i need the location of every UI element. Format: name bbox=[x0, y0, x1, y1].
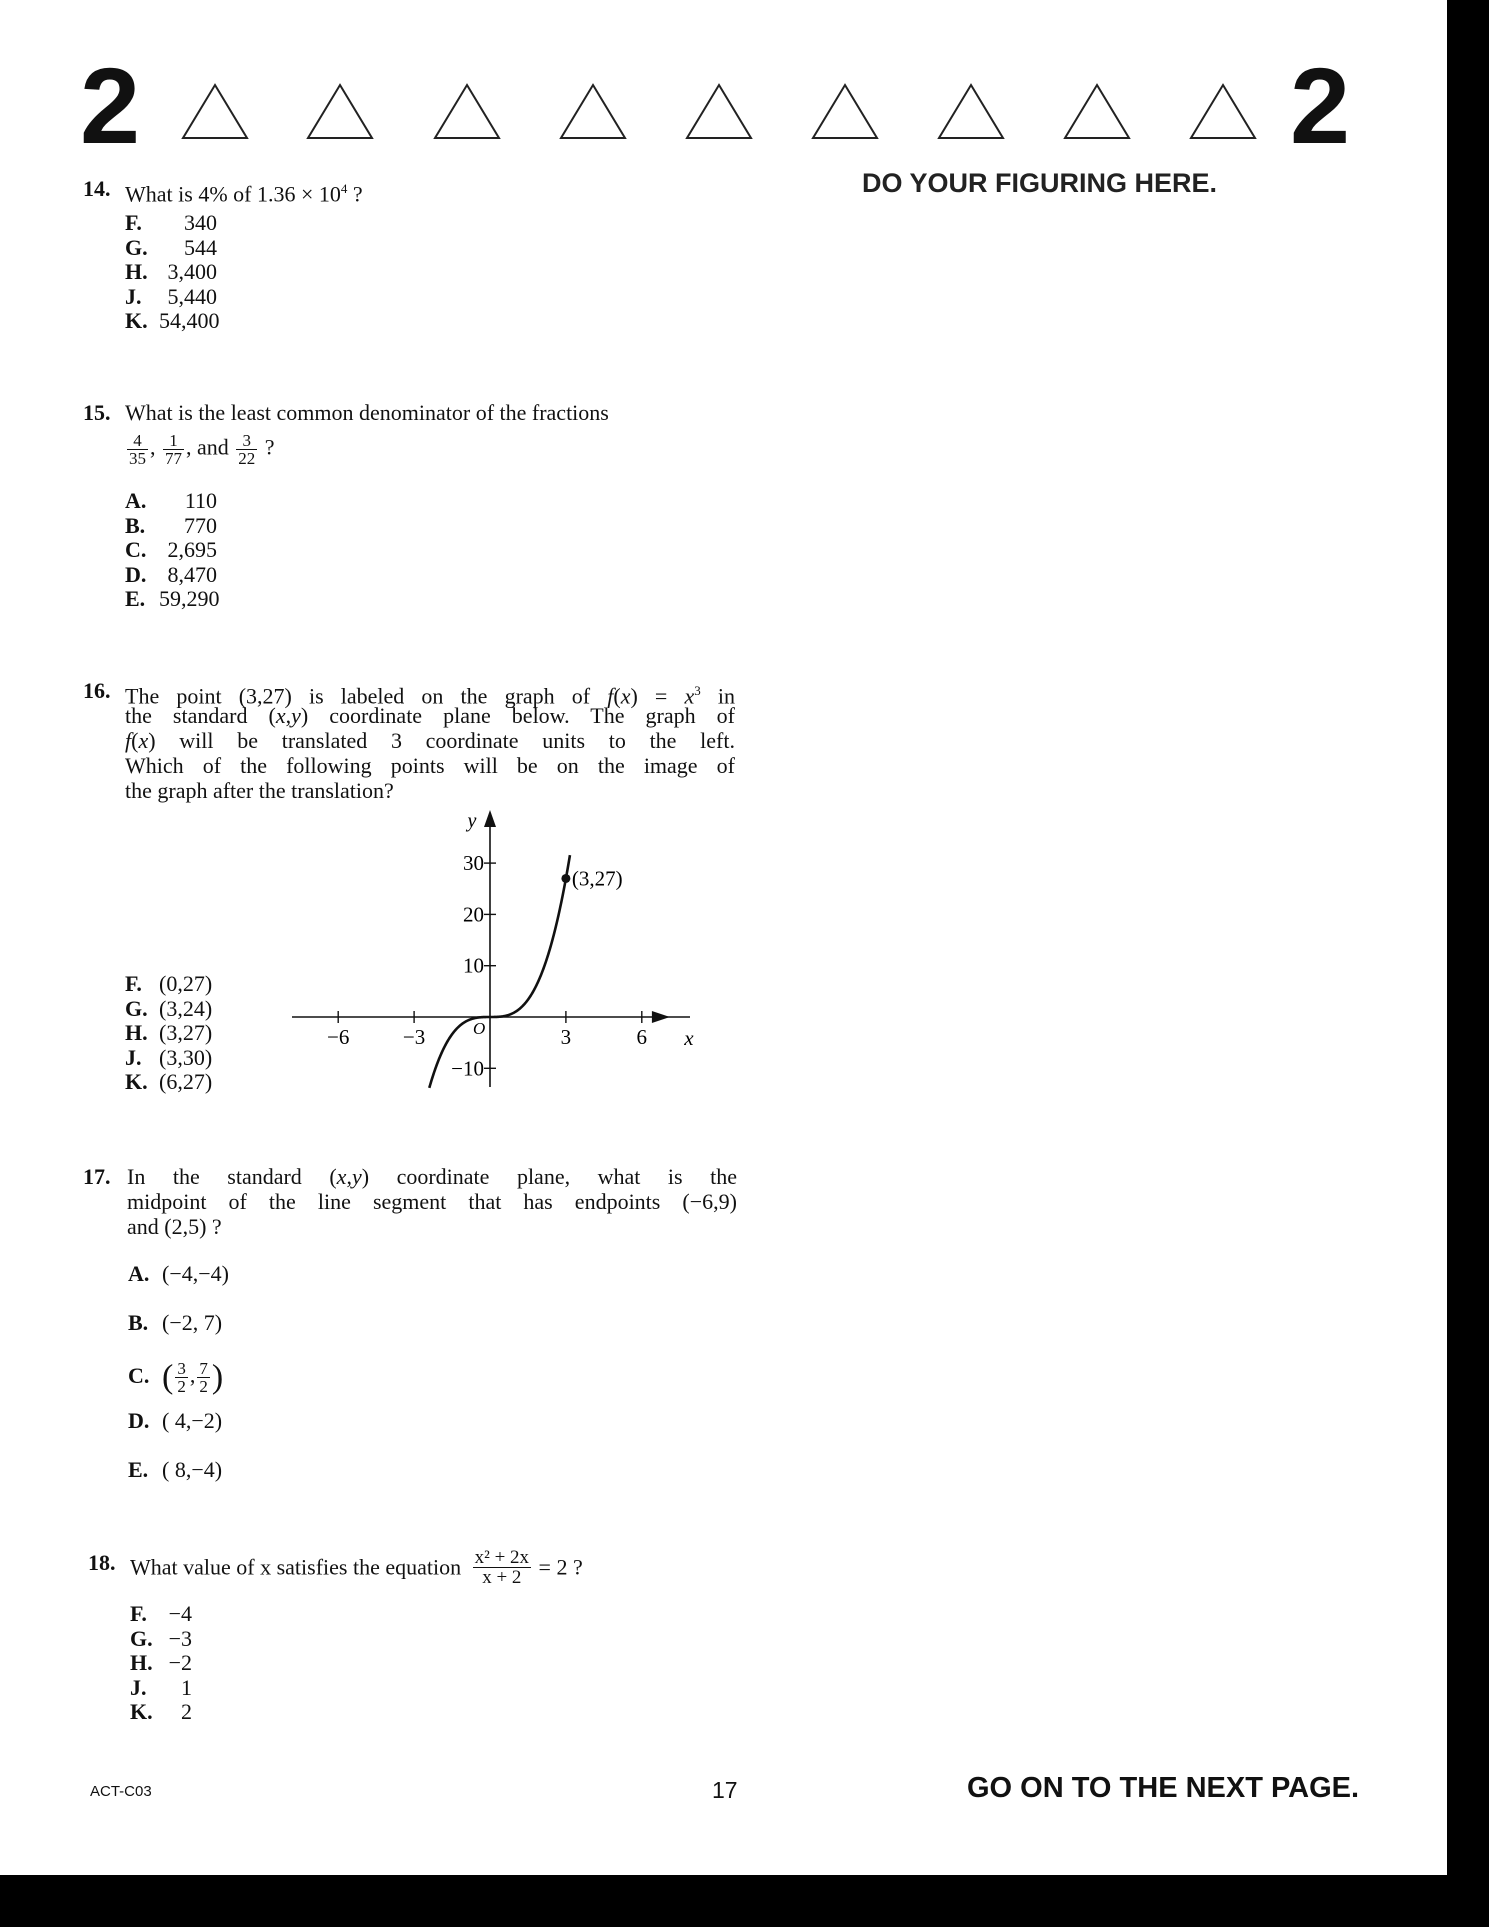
cubic-graph bbox=[280, 805, 710, 1100]
answer-option[interactable] bbox=[125, 285, 217, 310]
numerator: 7 bbox=[199, 1359, 208, 1378]
option-letter: J. bbox=[130, 1674, 147, 1700]
option-letter: G. bbox=[130, 1625, 153, 1651]
triangle-icon bbox=[305, 82, 375, 142]
option-value: 54,400 bbox=[159, 308, 220, 333]
option-value: (3,24) bbox=[159, 995, 213, 1021]
question-line: The point (3,27) is labeled on the graph of $f(x) = x^3$ in bbox=[125, 683, 735, 709]
option-value: ( $\frac{3}{2}$ , $\frac{7}{2}$ ) bbox=[162, 1358, 224, 1396]
x-axis-arrow-icon bbox=[652, 1011, 670, 1023]
fraction-list: $\frac{4}{35}$ , $\frac{1}{77}$ , and $\frac{3}{22}$ ? bbox=[129, 431, 275, 468]
question-text-main: What value of x satisfies the equation bbox=[130, 1554, 462, 1580]
option-value: 3,400 bbox=[167, 259, 217, 284]
option-value: 5,440 bbox=[167, 283, 217, 309]
option-letter: F. bbox=[130, 1601, 147, 1626]
option-value: ( 8,−4) bbox=[162, 1457, 223, 1482]
origin-label: O bbox=[473, 1019, 486, 1038]
question-line: the standard (x,y) coordinate plane below. The graph of bbox=[125, 703, 735, 728]
option-letter: B. bbox=[125, 512, 146, 538]
x-tick-label: 6 bbox=[636, 1025, 648, 1049]
question-number: 18. bbox=[88, 1550, 116, 1575]
question-text-main: What is 4% of 1.36 × 10 bbox=[125, 181, 341, 207]
option-value: (3,27) bbox=[159, 1020, 213, 1045]
exponent: 4 bbox=[340, 181, 348, 196]
answer-option[interactable] bbox=[128, 1262, 229, 1311]
question-text bbox=[125, 176, 363, 206]
triangle-icon bbox=[432, 82, 502, 142]
cubic-curve bbox=[429, 855, 570, 1088]
answer-option[interactable] bbox=[130, 1700, 192, 1725]
option-letter: K. bbox=[125, 308, 148, 333]
option-letter: K. bbox=[130, 1699, 153, 1724]
answer-option[interactable] bbox=[125, 211, 217, 236]
option-value: −2 bbox=[168, 1650, 192, 1675]
answer-option[interactable] bbox=[125, 1021, 212, 1046]
option-value: 8,470 bbox=[167, 561, 217, 587]
triangle-icon bbox=[180, 82, 250, 142]
triangle-icon bbox=[1188, 82, 1258, 142]
triangle-icon bbox=[1062, 82, 1132, 142]
answer-option[interactable] bbox=[128, 1360, 229, 1409]
y-tick-label: 10 bbox=[463, 953, 484, 978]
y-tick-label: 20 bbox=[463, 902, 484, 927]
answer-option[interactable] bbox=[128, 1409, 229, 1458]
question-text-end: ? bbox=[347, 181, 363, 207]
option-letter: H. bbox=[125, 1020, 148, 1045]
fraction bbox=[473, 1548, 531, 1587]
option-value: 59,290 bbox=[159, 586, 220, 611]
triangle-icon bbox=[684, 82, 754, 142]
answer-options-14 bbox=[125, 210, 220, 334]
denominator: x + 2 bbox=[482, 1567, 522, 1588]
option-value: (−2, 7) bbox=[162, 1310, 223, 1335]
option-letter: E. bbox=[128, 1457, 149, 1482]
option-letter: A. bbox=[125, 488, 147, 513]
answer-option[interactable] bbox=[128, 1458, 229, 1507]
x-axis-label: x bbox=[684, 1026, 694, 1050]
question-number: 16. bbox=[83, 678, 111, 703]
page-number: 17 bbox=[712, 1777, 738, 1803]
numerator: 4 bbox=[127, 432, 148, 450]
fraction bbox=[236, 432, 257, 467]
y-axis-arrow-icon bbox=[484, 810, 496, 827]
option-letter: H. bbox=[130, 1650, 153, 1675]
question-number: 14. bbox=[83, 176, 111, 201]
answer-option[interactable] bbox=[125, 1046, 212, 1071]
question-text bbox=[130, 1547, 583, 1589]
answer-option[interactable] bbox=[125, 997, 212, 1022]
x-tick-label: −3 bbox=[402, 1025, 426, 1049]
denominator: 2 bbox=[199, 1377, 208, 1396]
option-letter: J. bbox=[125, 1044, 142, 1070]
answer-option[interactable] bbox=[125, 260, 217, 285]
answer-option[interactable] bbox=[130, 1651, 192, 1676]
fraction bbox=[163, 432, 184, 467]
option-value: (6,27) bbox=[159, 1069, 213, 1094]
option-letter: F. bbox=[125, 971, 142, 996]
option-letter: F. bbox=[125, 210, 142, 235]
answer-option[interactable] bbox=[125, 1070, 212, 1095]
question-line: In the standard (x,y) coordinate plane, what is the bbox=[127, 1164, 737, 1189]
option-letter: C. bbox=[125, 537, 147, 562]
numerator: 3 bbox=[177, 1359, 186, 1378]
option-value: 2,695 bbox=[167, 537, 217, 562]
option-letter: A. bbox=[128, 1261, 150, 1286]
denominator: 2 bbox=[177, 1377, 186, 1396]
question-line: the graph after the translation? bbox=[125, 778, 394, 803]
y-tick-label: 30 bbox=[463, 851, 484, 876]
answer-options-15 bbox=[125, 488, 220, 612]
answer-option[interactable] bbox=[128, 1311, 229, 1360]
question-text-end: = 2 ? bbox=[538, 1554, 583, 1580]
denominator: 35 bbox=[129, 449, 146, 468]
answer-option[interactable] bbox=[130, 1627, 192, 1652]
next-page-notice: GO ON TO THE NEXT PAGE. bbox=[967, 1772, 1360, 1804]
y-axis-label: y bbox=[467, 810, 477, 832]
option-value: ( 4,−2) bbox=[162, 1408, 223, 1433]
section-number-left: 2 bbox=[80, 45, 141, 166]
option-letter: G. bbox=[125, 995, 148, 1021]
answer-option[interactable] bbox=[125, 308, 220, 334]
question-mark: ? bbox=[264, 434, 275, 460]
test-code: ACT-C03 bbox=[90, 1783, 152, 1800]
option-value: 770 bbox=[184, 512, 217, 538]
option-letter: H. bbox=[125, 259, 148, 284]
denominator: 77 bbox=[165, 449, 182, 468]
answer-option[interactable] bbox=[125, 514, 217, 539]
question-line: Which of the following points will be on the image of bbox=[125, 753, 735, 778]
option-letter: D. bbox=[125, 561, 147, 587]
answer-option[interactable] bbox=[125, 489, 217, 514]
triangle-icon bbox=[810, 82, 880, 142]
fraction bbox=[175, 1360, 188, 1395]
x-tick-label: −6 bbox=[327, 1025, 350, 1049]
option-letter: E. bbox=[125, 586, 146, 611]
option-letter: B. bbox=[128, 1310, 149, 1335]
numerator: 3 bbox=[236, 432, 257, 450]
denominator: 22 bbox=[238, 449, 256, 468]
option-value: (0,27) bbox=[159, 971, 213, 996]
answer-option[interactable] bbox=[125, 972, 212, 997]
point-label: (3,27) bbox=[571, 866, 623, 891]
answer-option[interactable] bbox=[130, 1602, 192, 1627]
option-value: −3 bbox=[168, 1625, 192, 1651]
question-line: f(x) will be translated 3 coordinate units to the left. bbox=[125, 728, 735, 753]
option-letter: J. bbox=[125, 283, 142, 309]
answer-option[interactable] bbox=[125, 563, 217, 588]
question-text bbox=[127, 1164, 737, 1239]
option-value: 110 bbox=[184, 488, 217, 513]
answer-options-17 bbox=[128, 1262, 229, 1507]
numerator: x² + 2x bbox=[474, 1547, 530, 1568]
answer-option[interactable] bbox=[125, 236, 217, 261]
option-letter: K. bbox=[125, 1069, 148, 1094]
option-letter: G. bbox=[125, 234, 148, 260]
question-line: midpoint of the line segment that has endpoints (−6,9) bbox=[127, 1189, 737, 1214]
option-letter: C. bbox=[128, 1362, 150, 1388]
option-value: 2 bbox=[181, 1699, 192, 1724]
x-tick-label: 3 bbox=[560, 1025, 572, 1049]
answer-options-18 bbox=[130, 1602, 192, 1725]
triangle-icon bbox=[558, 82, 628, 142]
y-tick-label: −10 bbox=[451, 1056, 484, 1081]
fraction bbox=[197, 1360, 210, 1395]
fraction bbox=[127, 432, 148, 467]
option-value: 544 bbox=[184, 234, 217, 260]
question-text bbox=[125, 678, 735, 803]
answer-option[interactable] bbox=[125, 538, 217, 563]
answer-options-16 bbox=[125, 972, 212, 1095]
question-number: 17. bbox=[83, 1164, 111, 1189]
question-line: and (2,5) ? bbox=[127, 1214, 222, 1239]
option-value: 1 bbox=[181, 1674, 192, 1700]
point-marker bbox=[561, 874, 570, 883]
and-word: and bbox=[197, 434, 229, 460]
triangle-icon bbox=[936, 82, 1006, 142]
figuring-heading: DO YOUR FIGURING HERE. bbox=[862, 168, 1218, 198]
option-value: −4 bbox=[168, 1601, 192, 1626]
option-value: (3,30) bbox=[159, 1044, 213, 1070]
answer-option[interactable] bbox=[125, 586, 220, 612]
question-number: 15. bbox=[83, 400, 111, 425]
section-number-right: 2 bbox=[1290, 45, 1351, 166]
option-letter: D. bbox=[128, 1408, 150, 1433]
answer-option[interactable] bbox=[130, 1676, 192, 1701]
numerator: 1 bbox=[163, 432, 184, 450]
option-value: 340 bbox=[184, 210, 217, 235]
option-value: (−4,−4) bbox=[162, 1261, 229, 1286]
question-text: What is the least common denominator of the fractions bbox=[125, 400, 609, 425]
